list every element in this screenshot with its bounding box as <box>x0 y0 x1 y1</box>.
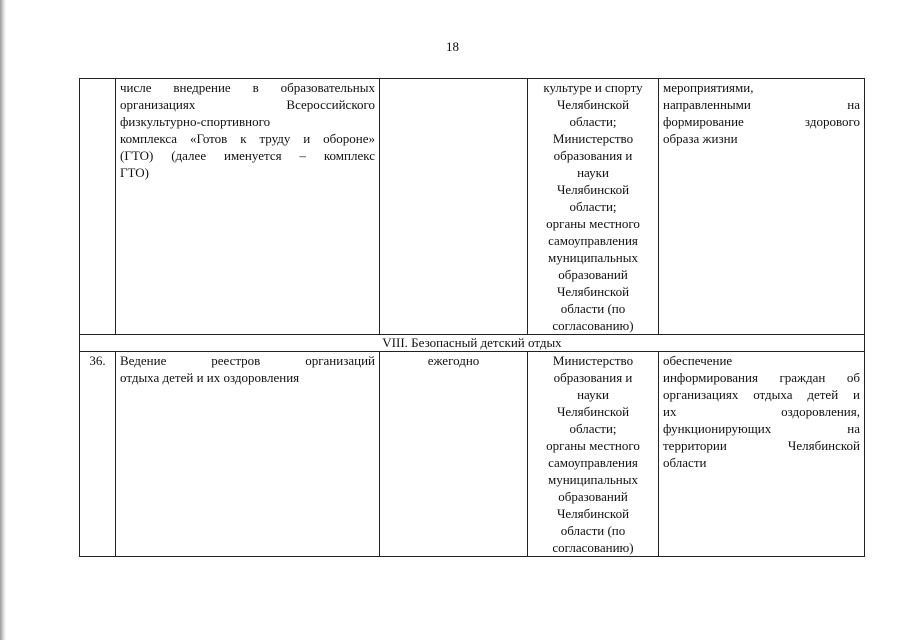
executor-line: науки <box>577 387 609 402</box>
executor-line: Челябинской <box>556 284 630 299</box>
executor-line: образований <box>558 267 628 282</box>
executor-line: области (по <box>560 301 626 316</box>
item-name-line: Ведение реестров организаций <box>120 353 375 368</box>
page-edge-shadow <box>0 0 6 640</box>
executor-line: Челябинской <box>556 97 630 112</box>
executor-line: области; <box>569 114 617 129</box>
item-name-cell <box>116 352 380 557</box>
executor-line: образований <box>558 489 628 504</box>
result-line: функционирующих на <box>663 421 860 436</box>
result-line: их оздоровления, <box>663 404 860 419</box>
table-row-continuation <box>80 79 865 335</box>
executor-line: Челябинской <box>556 506 630 521</box>
executor-line: культуре и спорту <box>543 80 643 95</box>
result-line: информирования граждан об <box>663 370 860 385</box>
executor-line: науки <box>577 165 609 180</box>
result-line: территории Челябинской <box>663 438 860 453</box>
executor-line: области; <box>569 199 617 214</box>
executor-line: образования и <box>553 370 633 385</box>
item-name-line: числе внедрение в образовательных <box>120 80 375 95</box>
term-cell <box>380 79 528 335</box>
executor-line: Министерство <box>552 131 634 146</box>
result-line: направленными на <box>663 97 860 112</box>
page-number: 18 <box>446 39 459 54</box>
executor-line: области; <box>569 421 617 436</box>
item-name-line: ГТО) <box>120 165 150 180</box>
executor-line: согласованию) <box>552 540 634 555</box>
item-number-cell: 36. <box>80 352 116 557</box>
result-line: организациях отдыха детей и <box>663 387 860 402</box>
executor-line: муниципальных <box>547 472 638 487</box>
item-name-line: (ГТО) (далее именуется – комплекс <box>120 148 375 163</box>
executor-line: Челябинской <box>556 404 630 419</box>
table-row-item-36 <box>80 352 865 557</box>
section-title: VIII. Безопасный детский отдых <box>80 335 865 352</box>
item-name-line: организациях Всероссийского <box>120 97 375 112</box>
term-cell: ежегодно <box>380 352 528 557</box>
section-heading-row <box>80 335 865 352</box>
executor-line: Челябинской <box>556 182 630 197</box>
result-line: обеспечение <box>663 353 733 368</box>
plan-table <box>79 78 865 557</box>
item-name-line: отдыха детей и их оздоровления <box>120 370 300 385</box>
executor-line: самоуправления <box>548 455 638 470</box>
item-name-line: комплекса «Готов к труду и обороне» <box>120 131 375 146</box>
executor-line: Министерство <box>552 353 634 368</box>
result-line: мероприятиями, <box>663 80 754 95</box>
executor-line: муниципальных <box>547 250 638 265</box>
item-name-cell <box>116 79 380 335</box>
result-cell <box>659 79 865 335</box>
executor-line: согласованию) <box>552 318 634 333</box>
executor-cell <box>528 352 659 557</box>
executor-line: органы местного <box>546 216 640 231</box>
executor-line: области (по <box>560 523 626 538</box>
executor-cell <box>528 79 659 335</box>
item-name-line: физкультурно-спортивного <box>120 114 271 129</box>
result-cell <box>659 352 865 557</box>
result-line: области <box>663 455 707 470</box>
result-line: формирование здорового <box>663 114 860 129</box>
result-line: образа жизни <box>663 131 738 146</box>
executor-line: органы местного <box>546 438 640 453</box>
executor-line: образования и <box>553 148 633 163</box>
item-number-cell <box>80 79 116 335</box>
executor-line: самоуправления <box>548 233 638 248</box>
